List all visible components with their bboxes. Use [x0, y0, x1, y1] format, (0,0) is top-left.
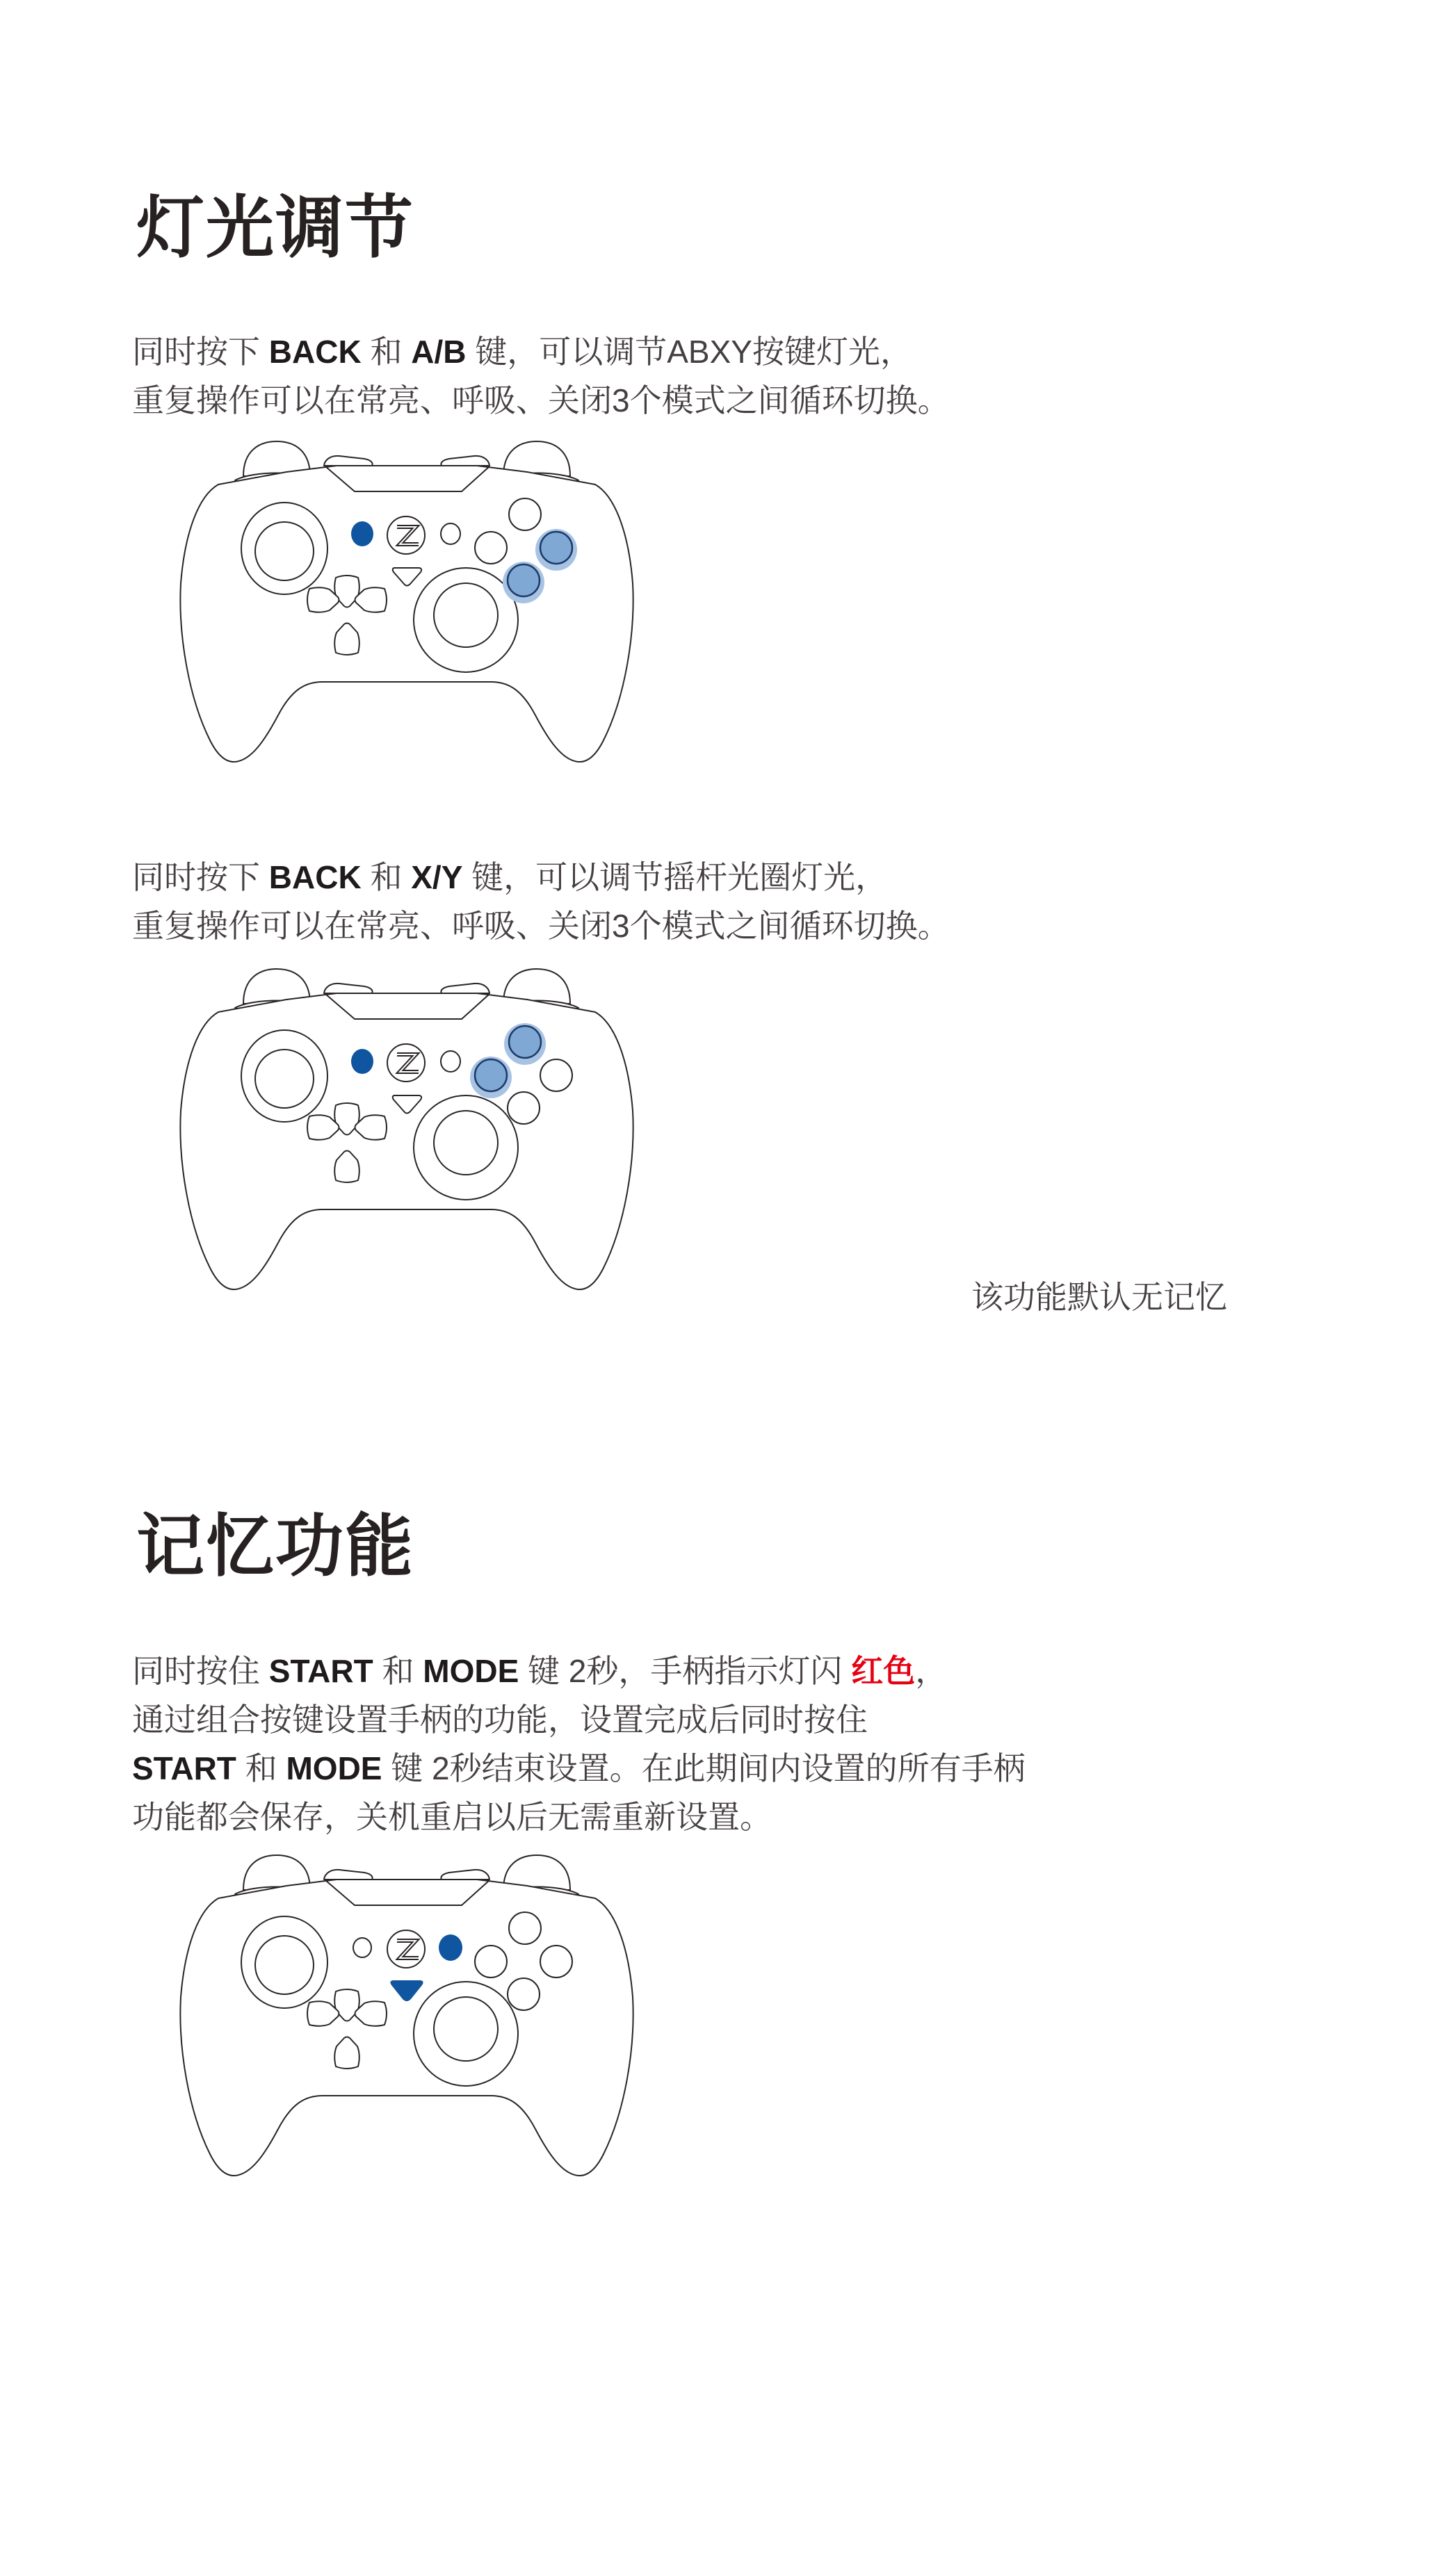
paragraph-line: START 和 MODE 键 2秒结束设置。在此期间内设置的所有手柄: [132, 1750, 1026, 1786]
button-b: [540, 1059, 572, 1091]
red-highlight-text: 红色: [851, 1653, 916, 1689]
controller-diagram-ab-highlight: [175, 440, 645, 774]
paragraph-line: 功能都会保存，关机重启以后无需重新设置。: [132, 1799, 772, 1835]
back-button: [351, 1049, 373, 1074]
button-a: [508, 1092, 540, 1124]
paragraph-xy-lights: [132, 853, 950, 950]
button-x: [475, 532, 507, 564]
controller-diagram-start-mode: [175, 1854, 645, 2187]
button-a: [508, 1978, 540, 2010]
paragraph-line: 同时按下 BACK 和 X/Y 键，可以调节摇杆光圈灯光，: [132, 859, 888, 895]
start-button: [441, 1051, 460, 1072]
paragraph-memory: [132, 1647, 1026, 1841]
paragraph-line: 重复操作可以在常亮、呼吸、关闭3个模式之间循环切换。: [132, 908, 950, 944]
paragraph-line: 重复操作可以在常亮、呼吸、关闭3个模式之间循环切换。: [132, 382, 950, 418]
button-y: [509, 1912, 541, 1944]
button-x: [475, 1059, 507, 1091]
button-b: [540, 532, 572, 564]
paragraph-ab-lights: [132, 327, 950, 425]
paragraph-line: 通过组合按键设置手柄的功能，设置完成后同时按住: [132, 1702, 868, 1738]
start-button: [439, 1934, 462, 1961]
paragraph-line: 同时按住 START 和 MODE 键 2秒，手柄指示灯闪 红色，: [132, 1653, 948, 1689]
button-x: [475, 1946, 507, 1978]
button-y: [509, 498, 541, 530]
paragraph-line: 同时按下 BACK 和 A/B 键，可以调节ABXY按键灯光，: [132, 334, 912, 370]
button-y: [509, 1026, 541, 1058]
button-a: [508, 564, 540, 596]
controller-diagram-xy-highlight: [175, 968, 645, 1301]
button-b: [540, 1946, 572, 1978]
start-button: [441, 523, 460, 544]
section-title-light: 灯光调节: [136, 188, 415, 266]
back-button: [353, 1938, 371, 1957]
no-memory-note: 该功能默认无记忆: [971, 1279, 1227, 1315]
section-title-memory: 记忆功能: [136, 1507, 415, 1584]
back-button: [351, 521, 373, 546]
